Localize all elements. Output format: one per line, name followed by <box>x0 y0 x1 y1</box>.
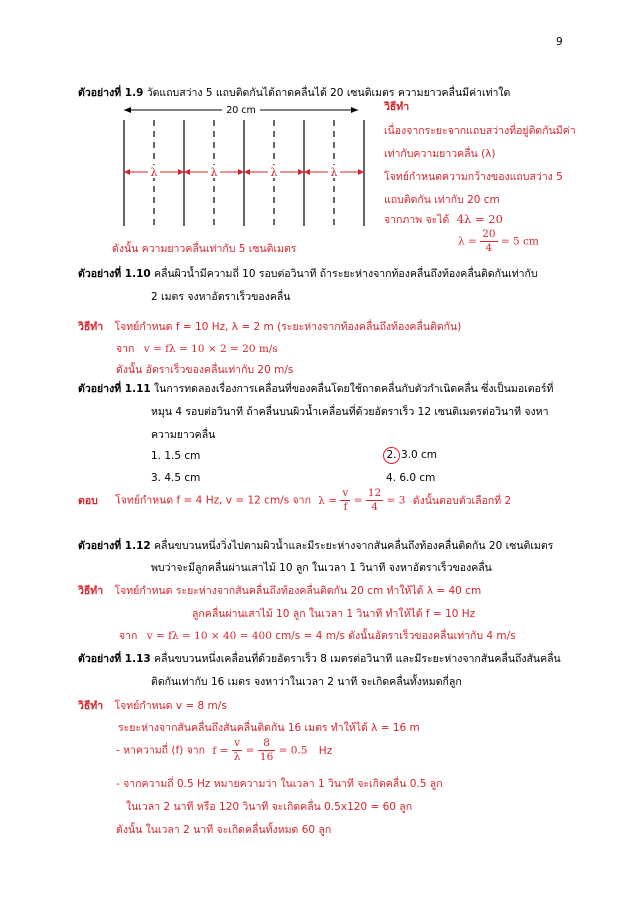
bright-band-diagram <box>110 98 380 234</box>
answer-line: ตอบ โจทย์กำหนด f = 4 Hz, v = 12 cm/s จาก λ = $\frac{v}{f}$ = $\frac{12}{4}$ = 3 ดังนั้นตอบตัวเลือกที่ 2 <box>78 487 512 513</box>
arrow-left-icon <box>124 107 131 113</box>
lambda-label: λ <box>210 166 218 179</box>
choice-4: 4. 6.0 cm <box>386 472 436 484</box>
example-1-12-question: ตัวอย่างที่ 1.12 คลื่นขบวนหนึ่งวิ่งไปตามผิวน้ำและมีระยะห่างจากสันคลื่นถึงท้องคลื่นติดกัน 20 เซนติเมตร <box>78 540 554 552</box>
selected-answer-circle: 2. <box>383 447 400 464</box>
example-1-11-question: ตัวอย่างที่ 1.11 ในการทดลองเรื่องการเคลื่อนที่ของคลื่นโดยใช้ถาดคลื่นกับตัวกำเนิดคลื่น ซึ่งเป็นมอเตอร์ที่ <box>78 383 554 395</box>
arrow-icon <box>304 169 310 175</box>
arrow-icon <box>184 169 190 175</box>
solution-line: เท่ากับความยาวคลื่น (λ) <box>384 148 496 160</box>
solution-line: ในเวลา 2 นาที หรือ 120 วินาที จะเกิดคลื่น 0.5x120 = 60 ลูก <box>126 801 413 813</box>
solution-line: โจทย์กำหนดความกว้างของแถบสว่าง 5 <box>384 171 563 183</box>
arrow-right-icon <box>351 107 358 113</box>
lambda-label: λ <box>330 166 338 179</box>
choice-1: 1. 1.5 cm <box>151 450 201 462</box>
solution-line: จากภาพ จะได้ 4λ = 20 <box>384 212 503 226</box>
question-line: 2 เมตร จงหาอัตราเร็วของคลื่น <box>151 291 291 303</box>
equation-line: จาก v = fλ = 10 × 2 = 20 m/s <box>116 343 278 355</box>
conclusion: ดังนั้น อัตราเร็วของคลื่นเท่ากับ 20 m/s <box>116 364 294 376</box>
solution-line: แถบติดกัน เท่ากับ 20 cm <box>384 194 500 206</box>
solution-line: เนื่องจากระยะจากแถบสว่างที่อยู่ติดกันมีค่า <box>384 125 576 137</box>
question-text: วัดแถบสว่าง 5 แถบติดกันได้ถาดคลื่นได้ 20 เซนติเมตร ความยาวคลื่นมีค่าเท่าใด <box>146 87 511 99</box>
question-line: หมุน 4 รอบต่อวินาที ถ้าคลื่นบนผิวน้ำเคลื่อนที่ด้วยอัตราเร็ว 12 เซนติเมตรต่อวินาที จงหา <box>151 406 549 418</box>
arrow-icon <box>124 169 130 175</box>
question-line: ความยาวคลื่น <box>151 429 216 441</box>
solution-line: วิธีทำ โจทย์กำหนด v = 8 m/s <box>78 700 227 712</box>
width-label: 20 cm <box>226 105 256 116</box>
solution-title: วิธีทำ <box>384 101 410 113</box>
page-number: 9 <box>556 36 563 48</box>
example-1-13-question: ตัวอย่างที่ 1.13 คลื่นขบวนหนึ่งเคลื่อนที่ด้วยอัตราเร็ว 8 เมตรต่อวินาที และมีระยะห่างจากสันคลื่นถึงสันคลื่น <box>78 653 561 665</box>
question-line: ติดกันเท่ากับ 16 เมตร จงหาว่าในเวลา 2 นาที จะเกิดคลื่นทั้งหมดกี่ลูก <box>151 676 462 688</box>
choice-3: 3. 4.5 cm <box>151 472 201 484</box>
solution-line: ลูกคลื่นผ่านเสาไม้ 10 ลูก ในเวลา 1 วินาที ทำให้ได้ f = 10 Hz <box>192 608 476 620</box>
lambda-label: λ <box>150 166 158 179</box>
arrow-icon <box>178 169 184 175</box>
solution-line: วิธีทำ โจทย์กำหนด f = 10 Hz, λ = 2 m (ระยะห่างจากท้องคลื่นถึงท้องคลื่นติดกัน) <box>78 321 462 333</box>
example-label: ตัวอย่างที่ 1.9 <box>78 87 144 99</box>
solution-line: - จากความถี่ 0.5 Hz หมายความว่า ในเวลา 1 วินาที จะเกิดคลื่น 0.5 ลูก <box>116 778 443 790</box>
frequency-equation: - หาความถี่ (f) จาก f = $\frac{v}{\lambda}$ = $\frac{8}{16}$ = 0.5 Hz <box>116 737 333 763</box>
solution-line: ระยะห่างจากสันคลื่นถึงสันคลื่นติดกัน 16 เมตร ทำให้ได้ λ = 16 m <box>118 722 420 734</box>
conclusion: ดังนั้น ความยาวคลื่นเท่ากับ 5 เซนติเมตร <box>112 243 297 255</box>
arrow-icon <box>238 169 244 175</box>
arrow-icon <box>298 169 304 175</box>
lambda-label: λ <box>270 166 278 179</box>
final-equation: λ = $\frac{20}{4}$ = 5 cm <box>458 228 539 254</box>
arrow-icon <box>244 169 250 175</box>
conclusion: ดังนั้น ในเวลา 2 นาที จะเกิดคลื่นทั้งหมด 60 ลูก <box>116 824 332 836</box>
question-line: พบว่าจะมีลูกคลื่นผ่านเสาไม้ 10 ลูก ในเวลา 1 วินาที จงหาอัตราเร็วของคลื่น <box>151 562 492 574</box>
example-1-10-question: ตัวอย่างที่ 1.10 คลื่นผิวน้ำมีความถี่ 10 รอบต่อวินาที ถ้าระยะห่างจากท้องคลื่นถึงท้องคลื่นติดกันเท่ากับ <box>78 268 538 280</box>
equation: 4λ = 20 <box>456 212 503 226</box>
solution-line: วิธีทำ โจทย์กำหนด ระยะห่างจากสันคลื่นถึงท้องคลื่นติดกัน 20 cm ทำให้ได้ λ = 40 cm <box>78 585 482 597</box>
equation-line: จาก v = fλ = 10 × 40 = 400 cm/s = 4 m/s ดังนั้นอัตราเร็วของคลื่นเท่ากับ 4 m/s <box>119 630 516 642</box>
arrow-icon <box>358 169 364 175</box>
choice-2: 2. 3.0 cm <box>383 447 437 464</box>
